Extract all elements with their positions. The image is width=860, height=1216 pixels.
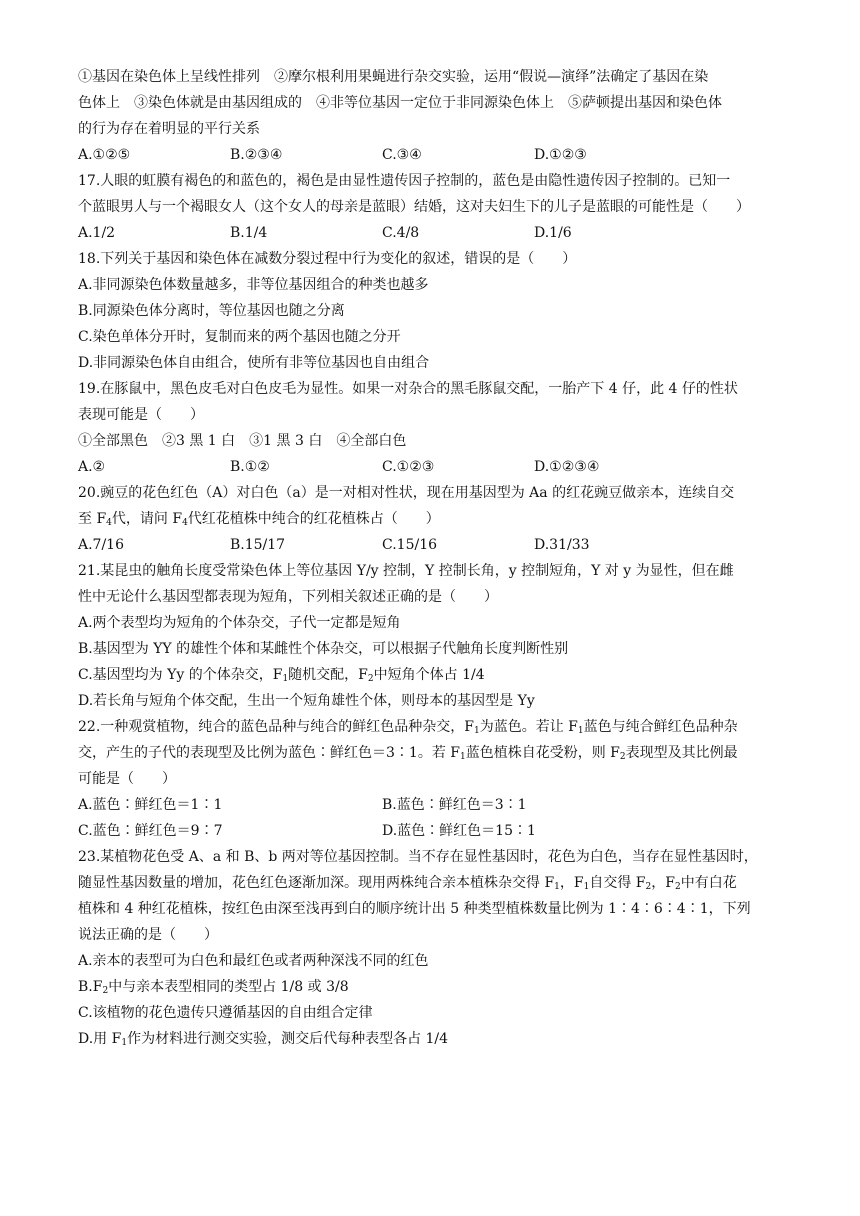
question-stem: 21.某昆虫的触角长度受常染色体上等位基因 Y/y 控制，Y 控制长角，y 控制短角，Y 对 y 为显性，但在雌	[78, 563, 734, 579]
option-c[interactable]: C.15/16	[382, 537, 438, 553]
option-c[interactable]: C.③④	[382, 147, 422, 163]
answer-options	[78, 142, 790, 168]
text-run: 中有白花	[680, 875, 737, 891]
option-b[interactable]: B.②③④	[230, 147, 283, 163]
text-run: 随机交配，F	[288, 667, 368, 683]
subscript: 1	[577, 726, 584, 736]
option-b[interactable]: B.同源染色体分离时，等位基因也随之分离	[78, 303, 345, 319]
question-22	[78, 714, 790, 844]
option-d[interactable]: D.蓝色∶鲜红色＝15∶1	[382, 823, 536, 839]
option-c[interactable]: C.该植物的花色遗传只遵循基因的自由组合定律	[78, 1005, 373, 1021]
answer-options	[78, 792, 790, 818]
option-a[interactable]: A.蓝色∶鲜红色＝1∶1	[78, 797, 223, 813]
subscript: 2	[674, 882, 681, 892]
text-run: 22.一种观赏植物，纯合的蓝色品种与纯合的鲜红色品种杂交，F	[78, 719, 474, 735]
option-d[interactable]: D.非同源染色体自由组合，使所有非等位基因也自由组合	[78, 355, 430, 371]
question-stem: 19.在豚鼠中，黑色皮毛对白色皮毛为显性。如果一对杂合的黑毛豚鼠交配，一胎产下 4 仔，此 4 仔的性状	[78, 381, 738, 397]
option-d[interactable]: D.①②③	[534, 147, 587, 163]
text-run: 为蓝色。若让 F	[479, 719, 578, 735]
text-run: 蓝色植株自花受粉，则 F	[465, 745, 620, 761]
text-line: 的行为存在着明显的平行关系	[78, 121, 260, 137]
text-run: ，F	[559, 875, 584, 891]
text-line: 色体上 ③染色体就是由基因组成的 ④非等位基因一定位于非同源染色体上 ⑤萨顿提出基因和染色体	[78, 95, 722, 111]
option-c[interactable]: C.蓝色∶鲜红色＝9∶7	[78, 823, 223, 839]
question-21	[78, 558, 790, 714]
question-stem: 18.下列关于基因和染色体在减数分裂过程中行为变化的叙述，错误的是（ ）	[78, 251, 577, 267]
text-run: 至 F	[78, 511, 107, 527]
option-a[interactable]: A.非同源染色体数量越多，非等位基因组合的种类也越多	[78, 277, 429, 293]
question-stem	[78, 870, 790, 896]
subscript: 2	[645, 882, 652, 892]
question-stem: 性中无论什么基因型都表现为短角，下列相关叙述正确的是（ ）	[78, 589, 498, 605]
question-stem: 17.人眼的虹膜有褐色的和蓝色的，褐色是由显性遗传因子控制的，蓝色是由隐性遗传因子控制的。已知一	[78, 173, 731, 189]
option-a[interactable]: A.亲本的表型可为白色和最红色或者两种深浅不同的红色	[78, 953, 429, 969]
text-line: ①基因在染色体上呈线性排列 ②摩尔根利用果蝇进行杂交实验，运用“假说—演绎”法确定了基因在染	[78, 69, 709, 85]
option-b[interactable]: B.1/4	[230, 225, 268, 241]
option-a[interactable]: A.②	[78, 459, 106, 475]
question-stem: 23.某植物花色受 A、a 和 B、b 两对等位基因控制。当不存在显性基因时，花色为白色，当存在显性基因时，	[78, 849, 758, 865]
subscript: 1	[583, 882, 590, 892]
question-16-statements	[78, 64, 790, 168]
option-a[interactable]: A.1/2	[78, 225, 116, 241]
subscript: 2	[619, 752, 626, 762]
option-c[interactable]: C.4/8	[382, 225, 420, 241]
text-run: 随显性基因数量的增加，花色红色逐渐加深。现用两株纯合亲本植株杂交得 F	[78, 875, 555, 891]
text-run: 中短角个体占 1/4	[373, 667, 485, 683]
option-d[interactable]: D.31/33	[534, 537, 590, 553]
subscript: 4	[182, 518, 188, 528]
answer-options	[78, 454, 790, 480]
option-b[interactable]	[78, 974, 790, 1000]
question-stem	[78, 506, 790, 532]
question-23	[78, 844, 790, 1052]
question-stem	[78, 740, 790, 766]
option-a[interactable]: A.7/16	[78, 537, 124, 553]
option-d[interactable]	[78, 1026, 790, 1052]
text-run: 表现型及其比例最	[625, 745, 738, 761]
question-stem: 说法正确的是（ ）	[78, 927, 218, 943]
option-b[interactable]: B.蓝色∶鲜红色＝3∶1	[382, 797, 527, 813]
subscript: 1	[473, 726, 480, 736]
question-17	[78, 168, 790, 246]
option-d[interactable]: D.①②③④	[534, 459, 600, 475]
option-a[interactable]: A.两个表型均为短角的个体杂交，子代一定都是短角	[78, 615, 401, 631]
option-d[interactable]: D.若长角与短角个体交配，生出一个短角雄性个体，则母本的基因型是 Yy	[78, 693, 535, 709]
text-run: C.基因型均为 Yy 的个体杂交，F	[78, 667, 283, 683]
text-run: 蓝色与纯合鲜红色品种杂	[583, 719, 738, 735]
option-c[interactable]: C.染色单体分开时，复制而来的两个基因也随之分开	[78, 329, 401, 345]
option-a[interactable]: A.①②⑤	[78, 147, 131, 163]
subscript: 1	[459, 752, 466, 762]
question-stem	[78, 714, 790, 740]
exam-page	[78, 64, 790, 1052]
answer-options	[78, 220, 790, 246]
answer-options	[78, 532, 790, 558]
text-run: B.F	[78, 979, 103, 995]
option-b[interactable]: B.①②	[230, 459, 270, 475]
statement-list: ①全部黑色 ②3 黑 1 白 ③1 黑 3 白 ④全部白色	[78, 433, 407, 449]
text-run: ，F	[651, 875, 675, 891]
option-b[interactable]: B.15/17	[230, 537, 286, 553]
question-stem: 20.豌豆的花色红色（A）对白色（a）是一对相对性状，现在用基因型为 Aa 的红花豌豆做亲本，连续自交	[78, 485, 735, 501]
answer-options	[78, 818, 790, 844]
subscript: 2	[102, 986, 109, 996]
question-stem: 植株和 4 种红花植株，按红色由深至浅再到白的顺序统计出 5 种类型植株数量比例为 1∶4∶6∶4∶1，下列	[78, 901, 751, 917]
question-19	[78, 376, 790, 480]
text-run: 交，产生的子代的表现型及比例为蓝色∶鲜红色＝3∶1。若 F	[78, 745, 460, 761]
text-run: 作为材料进行测交实验，测交后代每种表型各占 1/4	[127, 1031, 449, 1047]
subscript: 4	[106, 518, 112, 528]
subscript: 2	[367, 674, 374, 684]
question-18	[78, 246, 790, 376]
question-20	[78, 480, 790, 558]
option-d[interactable]: D.1/6	[534, 225, 572, 241]
subscript: 1	[121, 1038, 128, 1048]
text-run: D.用 F	[78, 1031, 122, 1047]
option-c[interactable]: C.①②③	[382, 459, 435, 475]
subscript: 1	[282, 674, 289, 684]
question-stem: 表现可能是（ ）	[78, 407, 204, 423]
option-c[interactable]	[78, 662, 790, 688]
text-run: 中与亲本表型相同的类型占 1/8 或 3/8	[108, 979, 349, 995]
subscript: 1	[554, 882, 560, 892]
question-stem: 可能是（ ）	[78, 771, 176, 787]
text-run: 代，请问 F	[111, 511, 183, 527]
text-run: 代红花植株中纯合的红花植株占（ ）	[187, 511, 440, 527]
option-b[interactable]: B.基因型为 YY 的雄性个体和某雌性个体杂交，可以根据子代触角长度判断性别	[78, 641, 569, 657]
question-stem: 个蓝眼男人与一个褐眼女人（这个女人的母亲是蓝眼）结婚，这对夫妇生下的儿子是蓝眼的可能性是（ ）	[78, 199, 750, 215]
text-run: 自交得 F	[589, 875, 646, 891]
